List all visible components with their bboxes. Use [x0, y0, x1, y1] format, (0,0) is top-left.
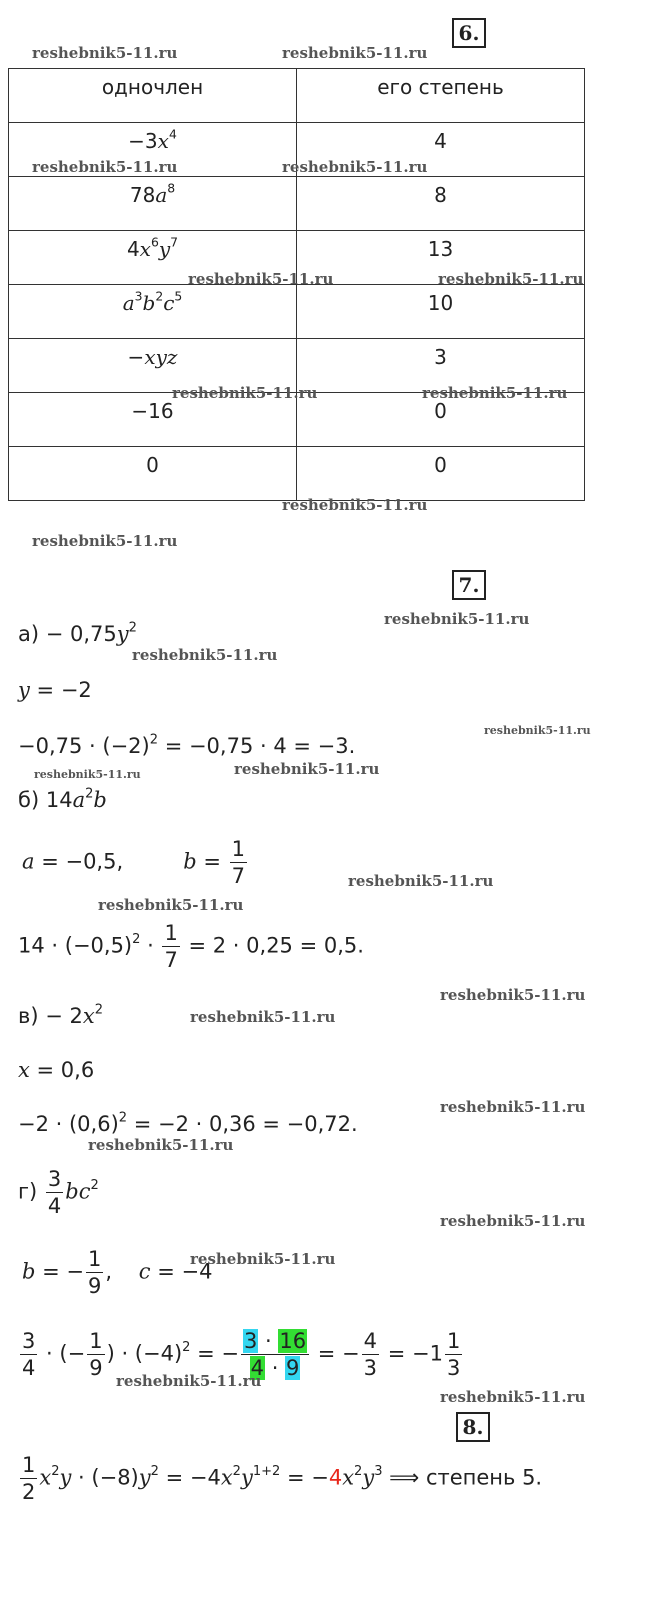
task7v-given: x = 0,6 [18, 1058, 95, 1082]
monomial-cell: $-3x^4$ [9, 123, 297, 177]
task7b-expression: б) $14a^2b$ [18, 786, 107, 812]
degree-cell: 10 [297, 285, 585, 339]
header-degree: его степень [297, 69, 585, 123]
task7g-given: b = − $\frac{1}{9}$ , c = −4 [22, 1247, 213, 1298]
task7b-given: a = −0,5, b = $\frac{1}{7}$ [22, 837, 246, 888]
table-header-row [9, 69, 585, 123]
table-row [9, 447, 585, 501]
watermark: reshebnik5-11.ru [132, 646, 278, 664]
monomial-cell: $78a^8$ [9, 177, 297, 231]
watermark: reshebnik5-11.ru [440, 1388, 586, 1406]
task-number-7: 7. [452, 570, 486, 600]
task7g-solution: $\frac{3}{4}$ · (− $\frac{1}{9}$ ) · $(-4)^2$ = − $\frac{3 \cdot 16}{4 \cdot 9}$ = − $\frac{4}{3}$ = −1 $\frac{1}{3}$ [22, 1329, 461, 1380]
task7a-given: y = −2 [18, 678, 92, 702]
watermark: reshebnik5-11.ru [190, 1250, 336, 1268]
degree-cell: 3 [297, 339, 585, 393]
watermark: reshebnik5-11.ru [32, 44, 178, 62]
monomial-cell: −xyz [9, 339, 297, 393]
watermark: reshebnik5-11.ru [282, 496, 428, 514]
watermark: reshebnik5-11.ru [348, 872, 494, 890]
watermark: reshebnik5-11.ru [282, 158, 428, 176]
task7a-expression: $а) - 0,75y^2$ [18, 620, 137, 646]
watermark: reshebnik5-11.ru [188, 270, 334, 288]
monomial-cell: 0 [9, 447, 297, 501]
task8-solution: $\frac{1}{2}$ $x^2y \cdot (-8)y^2 = -4x^2y^{1+2} = -4x^2y^3$ ⟹ степень 5. [22, 1453, 543, 1504]
watermark: reshebnik5-11.ru [32, 158, 178, 176]
degree-cell: 8 [297, 177, 585, 231]
watermark: reshebnik5-11.ru [440, 1098, 586, 1116]
watermark: reshebnik5-11.ru [440, 986, 586, 1004]
watermark: reshebnik5-11.ru [422, 384, 568, 402]
task7a-solution: $-0,75 \cdot (-2)^2 = -0,75 \cdot 4 = -3$. [18, 732, 356, 758]
task-number-8: 8. [456, 1412, 490, 1442]
degree-cell: 4 [297, 123, 585, 177]
task7b-solution: $14 \cdot (-0,5)^2$ · $\frac{1}{7}$ = 2 · 0,25 = 0,5. [18, 921, 364, 972]
watermark: reshebnik5-11.ru [440, 1212, 586, 1230]
watermark: reshebnik5-11.ru [234, 760, 380, 778]
task-number-6: 6. [452, 18, 486, 48]
watermark: reshebnik5-11.ru [98, 896, 244, 914]
degree-cell: 0 [297, 393, 585, 447]
watermark: reshebnik5-11.ru [190, 1008, 336, 1026]
watermark: reshebnik5-11.ru [282, 44, 428, 62]
task7g-expression: г) $\frac{3}{4}$ $bc^2$ [18, 1167, 99, 1218]
watermark: reshebnik5-11.ru [34, 768, 141, 781]
table-row [9, 177, 585, 231]
header-monomial: одночлен [9, 69, 297, 123]
watermark: reshebnik5-11.ru [32, 532, 178, 550]
monomial-cell: $a^3b^2c^5$ [9, 285, 297, 339]
monomial-cell: $4x^6y^7$ [9, 231, 297, 285]
degree-cell: 13 [297, 231, 585, 285]
task7v-expression: $в) - 2x^2$ [18, 1002, 104, 1028]
table-row [9, 285, 585, 339]
watermark: reshebnik5-11.ru [484, 724, 591, 737]
watermark: reshebnik5-11.ru [116, 1372, 262, 1390]
task7v-solution: $-2 \cdot (0,6)^2 = -2 \cdot 0,36 = -0,72$. [18, 1110, 358, 1136]
watermark: reshebnik5-11.ru [172, 384, 318, 402]
watermark: reshebnik5-11.ru [384, 610, 530, 628]
watermark: reshebnik5-11.ru [88, 1136, 234, 1154]
degree-cell: 0 [297, 447, 585, 501]
monomial-cell: −16 [9, 393, 297, 447]
watermark: reshebnik5-11.ru [438, 270, 584, 288]
